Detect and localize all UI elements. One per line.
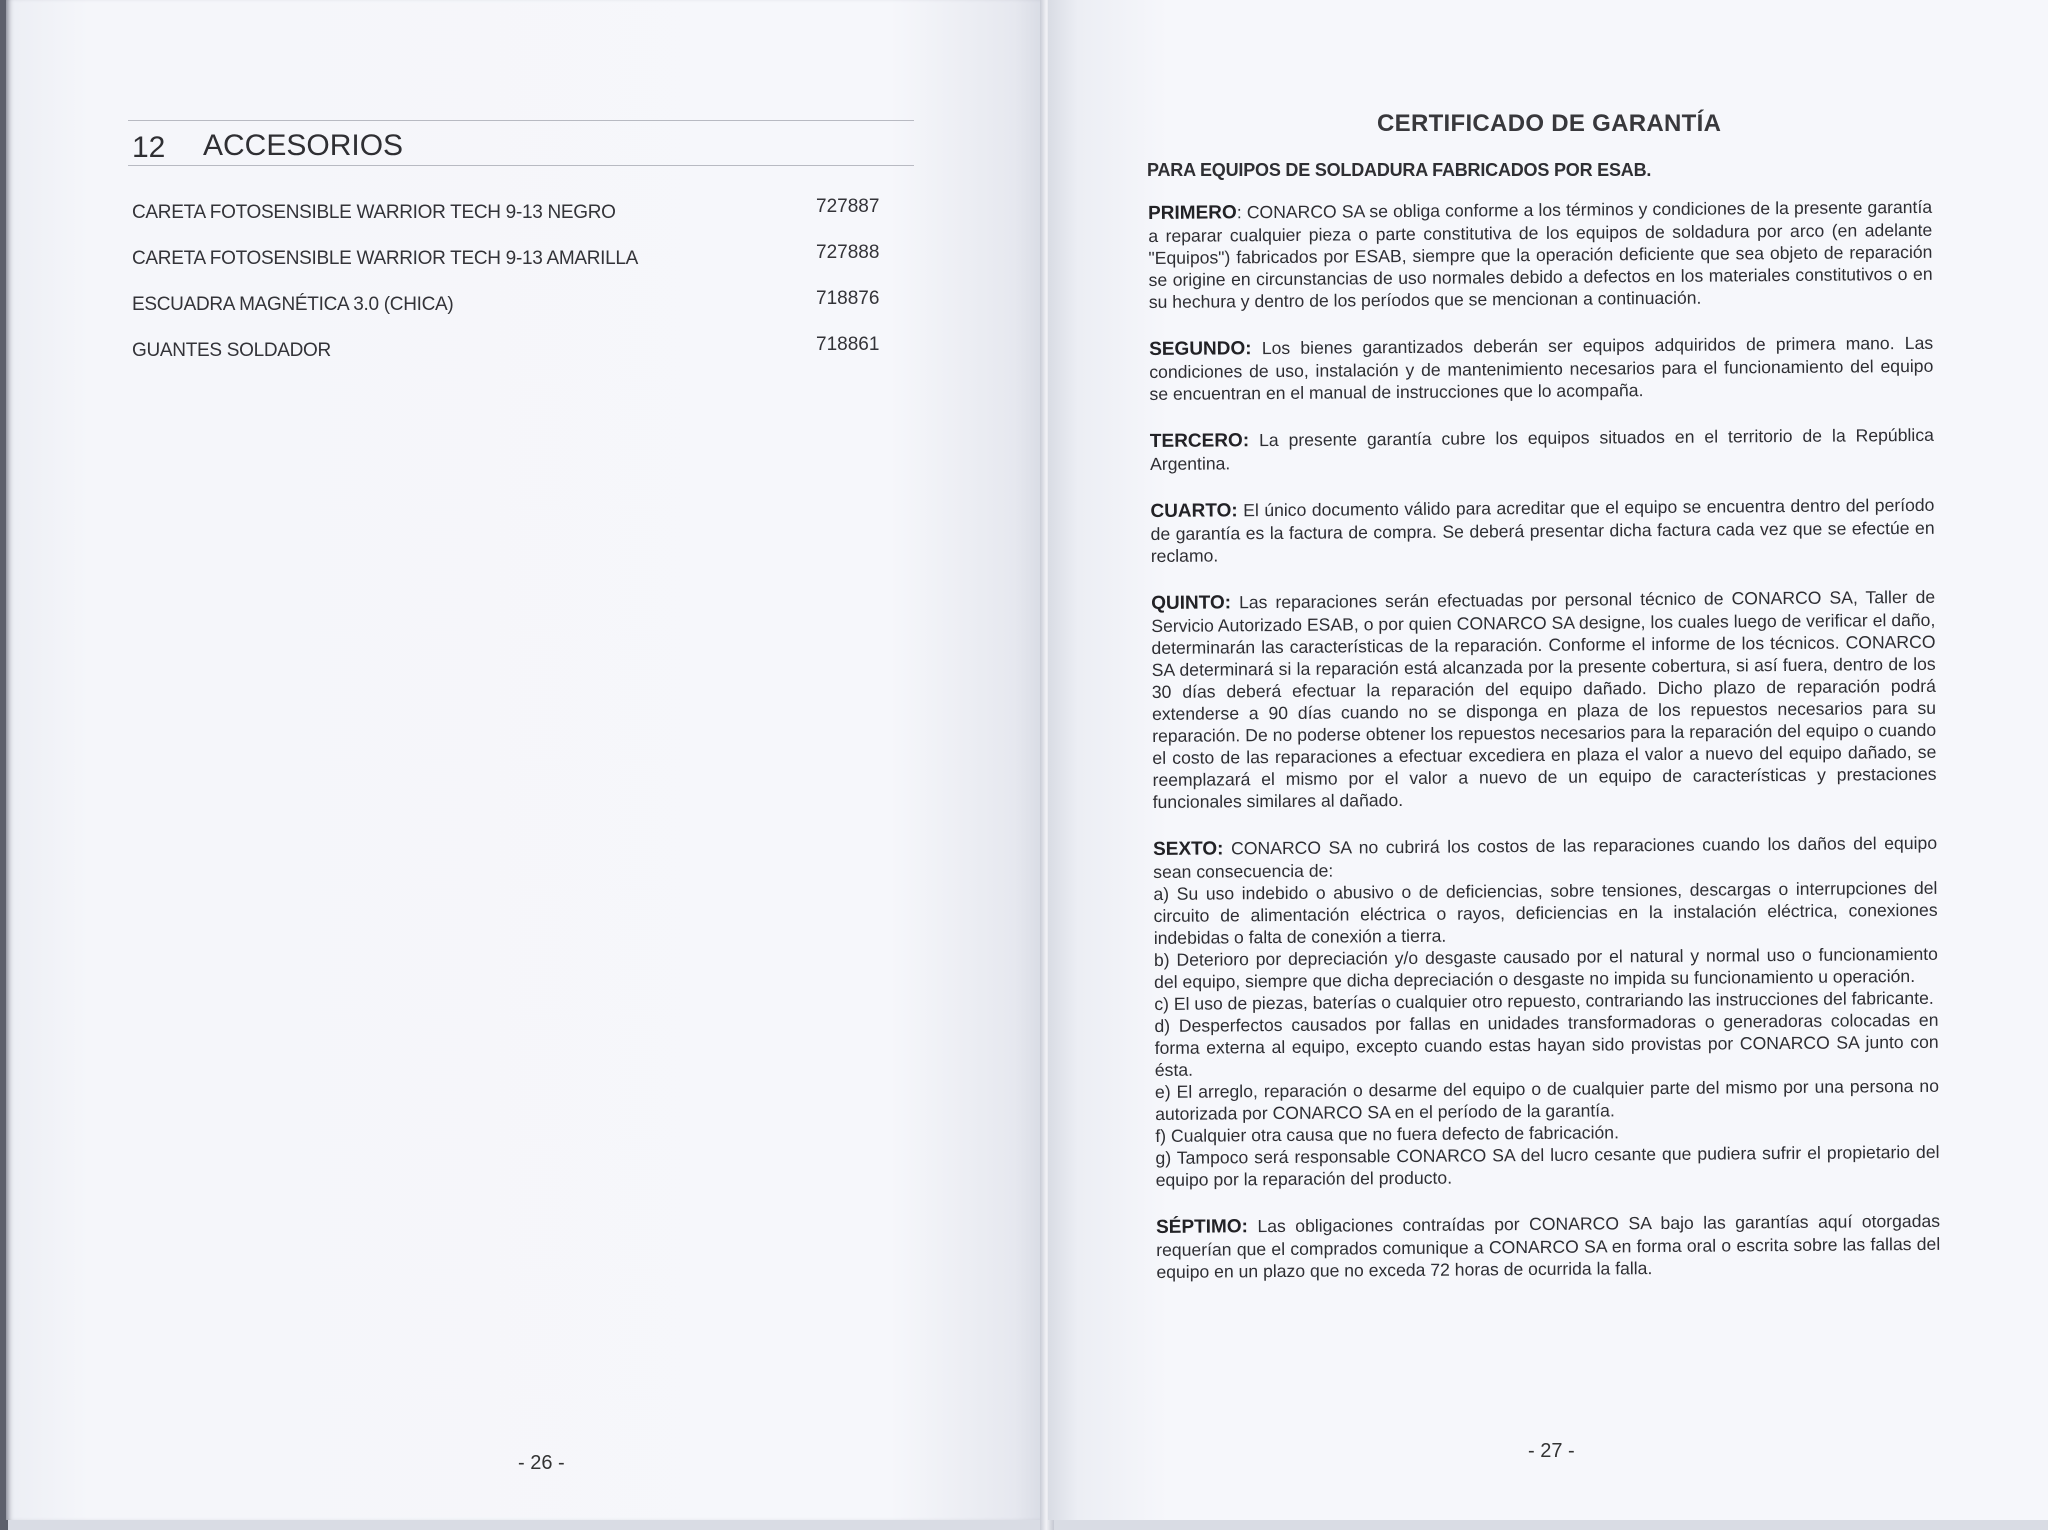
page-title: CERTIFICADO DE GARANTÍA (1377, 110, 1722, 137)
accessory-code: 727887 (816, 196, 880, 217)
section-number: 12 (132, 131, 166, 164)
clause-cuarto (1150, 494, 1935, 567)
clause-quinto (1151, 586, 1937, 813)
list-item: f) Cualquier otra causa que no fuera defecto de fabricación. (1155, 1122, 1619, 1146)
section-title: ACCESORIOS (203, 129, 404, 162)
list-item (132, 334, 912, 380)
accessory-code: 718876 (816, 288, 880, 309)
clause-tercero (1150, 424, 1934, 475)
accessory-code: 718861 (816, 334, 880, 355)
list-item: a) Su uso indebido o abusivo o de deficiencias, sobre tensiones, descargas o interrupciones del circuito de alimentación eléctrica o rayos, deficiencias en la instalación eléctrica, conexiones indebidas o falta de conexión a tierra. (1153, 877, 1938, 948)
clause-sexto (1153, 832, 1940, 1191)
list-item (132, 288, 912, 334)
list-item: g) Tampoco será responsable CONARCO SA del lucro cesante que pudiera sufrir el propietario del equipo por la reparación del producto. (1155, 1141, 1940, 1190)
page-number: - 26 - (518, 1452, 565, 1474)
clause-label: CUARTO: (1150, 500, 1238, 522)
clause-text: CONARCO SA se obliga conforme a los términos y condiciones de la presente garantía a reparar cualquier pieza o parte constitutiva de los equipos de soldadura por arco (en adelante "Equipos") fabricados por ESAB, siempre que la operación deficiente que sea objeto de reparación se origine en circunstancias de uso normales debido a defectos en los materiales constitutivos o en su hechura y dentro de los períodos que se mencionan a continuación. (1148, 196, 1933, 312)
clause-septimo (1156, 1210, 1941, 1283)
clause-separator (1251, 338, 1261, 358)
clause-text: CONARCO SA no cubrirá los costos de las reparaciones cuando los daños del equipo sean consecuencia de: (1153, 832, 1938, 882)
clause-label: PRIMERO (1148, 202, 1237, 224)
clause-label: QUINTO: (1151, 592, 1232, 614)
clause-sexto-intro (1153, 832, 1937, 883)
clause-separator (1249, 430, 1259, 450)
list-item (132, 242, 912, 288)
accessory-name: GUANTES SOLDADOR (132, 340, 331, 361)
clause-text: La presente garantía cubre los equipos situados en el territorio de la República Argentina. (1149, 424, 1934, 474)
list-item: d) Desperfectos causados por fallas en unidades transformadoras o generadoras colocadas en forma externa al equipo, excepto cuando estas hayan sido provistas por CONARCO SA junto con ésta. (1154, 1009, 1939, 1080)
clause-segundo (1149, 332, 1934, 405)
accessory-code: 727888 (816, 242, 880, 263)
list-item: b) Deterioro por depreciación y/o desgaste causado por el natural y normal uso o funcionamiento del equipo, siempre que dicha depreciación o desgaste no impida su funcionamiento u operación. (1153, 943, 1939, 992)
accessory-name: ESCUADRA MAGNÉTICA 3.0 (CHICA) (132, 294, 454, 315)
list-item: e) El arreglo, reparación o desarme del equipo o de cualquier parte del mismo por una persona no autorizada por CONARCO SA en el período de la garantía. (1154, 1075, 1940, 1124)
clause-label: TERCERO: (1149, 430, 1250, 452)
list-item: c) El uso de piezas, baterías o cualquier otro repuesto, contrariando las instrucciones del fabricante. (1154, 987, 1934, 1014)
clause-text: Los bienes garantizados deberán ser equipos adquiridos de primera mano. Las condiciones de uso, instalación y de mantenimiento necesarios para el funcionamiento del equipo se encuentran en el manual de instrucciones que lo acompaña. (1149, 332, 1934, 404)
list-item (132, 196, 912, 242)
clause-text: El único documento válido para acreditar que el equipo se encuentra dentro del período de garantía es la factura de compra. Se deberá presentar dicha factura cada vez que se efectúe en reclamo. (1150, 494, 1935, 566)
warranty-clauses (1148, 196, 1941, 1308)
accessory-name: CARETA FOTOSENSIBLE WARRIOR TECH 9-13 NEGRO (132, 202, 616, 223)
page-subtitle: PARA EQUIPOS DE SOLDADURA FABRICADOS POR ESAB. (1147, 160, 1652, 180)
clause-separator: : (1236, 202, 1247, 223)
clause-label: SEGUNDO: (1149, 338, 1252, 360)
section-header (128, 120, 914, 166)
clause-primero (1148, 196, 1933, 313)
clause-text: Las reparaciones serán efectuadas por personal técnico de CONARCO SA, Taller de Servicio Autorizado ESAB, o por quien CONARCO SA designe, los cuales luego de verificar el daño, determinarán las características de la reparación. Conforme el informe de los técnicos. CONARCO SA determinará si la reparación está alcanzada por la presente cobertura, si así fuera, dentro de los 30 días deberá efectuar la reparación del equipo dañado. Dicho plazo de reparación podrá extenderse a 90 días cuando no se disponga en plaza de los repuestos necesarios para su reparación. De no poderse obtener los repuestos necesarios para la reparación del equipo o cuando el costo de las reparaciones a efectuar excediera en plaza el valor a nuevo del equipo dañado, se reemplazará el mismo por el valor a nuevo de un equipo de características y prestaciones funcionales similares al dañado. (1151, 586, 1937, 812)
clause-text: Las obligaciones contraídas por CONARCO SA bajo las garantías aquí otorgadas requerían que el comprados comunique a CONARCO SA en forma oral o escrita sobre las fallas del equipo en un plazo que no exceda 72 horas de ocurrida la falla. (1156, 1210, 1941, 1282)
page-number: - 27 - (1528, 1440, 1575, 1462)
accessory-name: CARETA FOTOSENSIBLE WARRIOR TECH 9-13 AMARILLA (132, 248, 639, 269)
clause-label: SEXTO: (1153, 838, 1224, 860)
clause-label: SÉPTIMO: (1155, 1216, 1248, 1238)
page-left (6, 0, 1046, 1520)
clause-separator (1231, 592, 1239, 612)
accessories-list (132, 196, 912, 380)
